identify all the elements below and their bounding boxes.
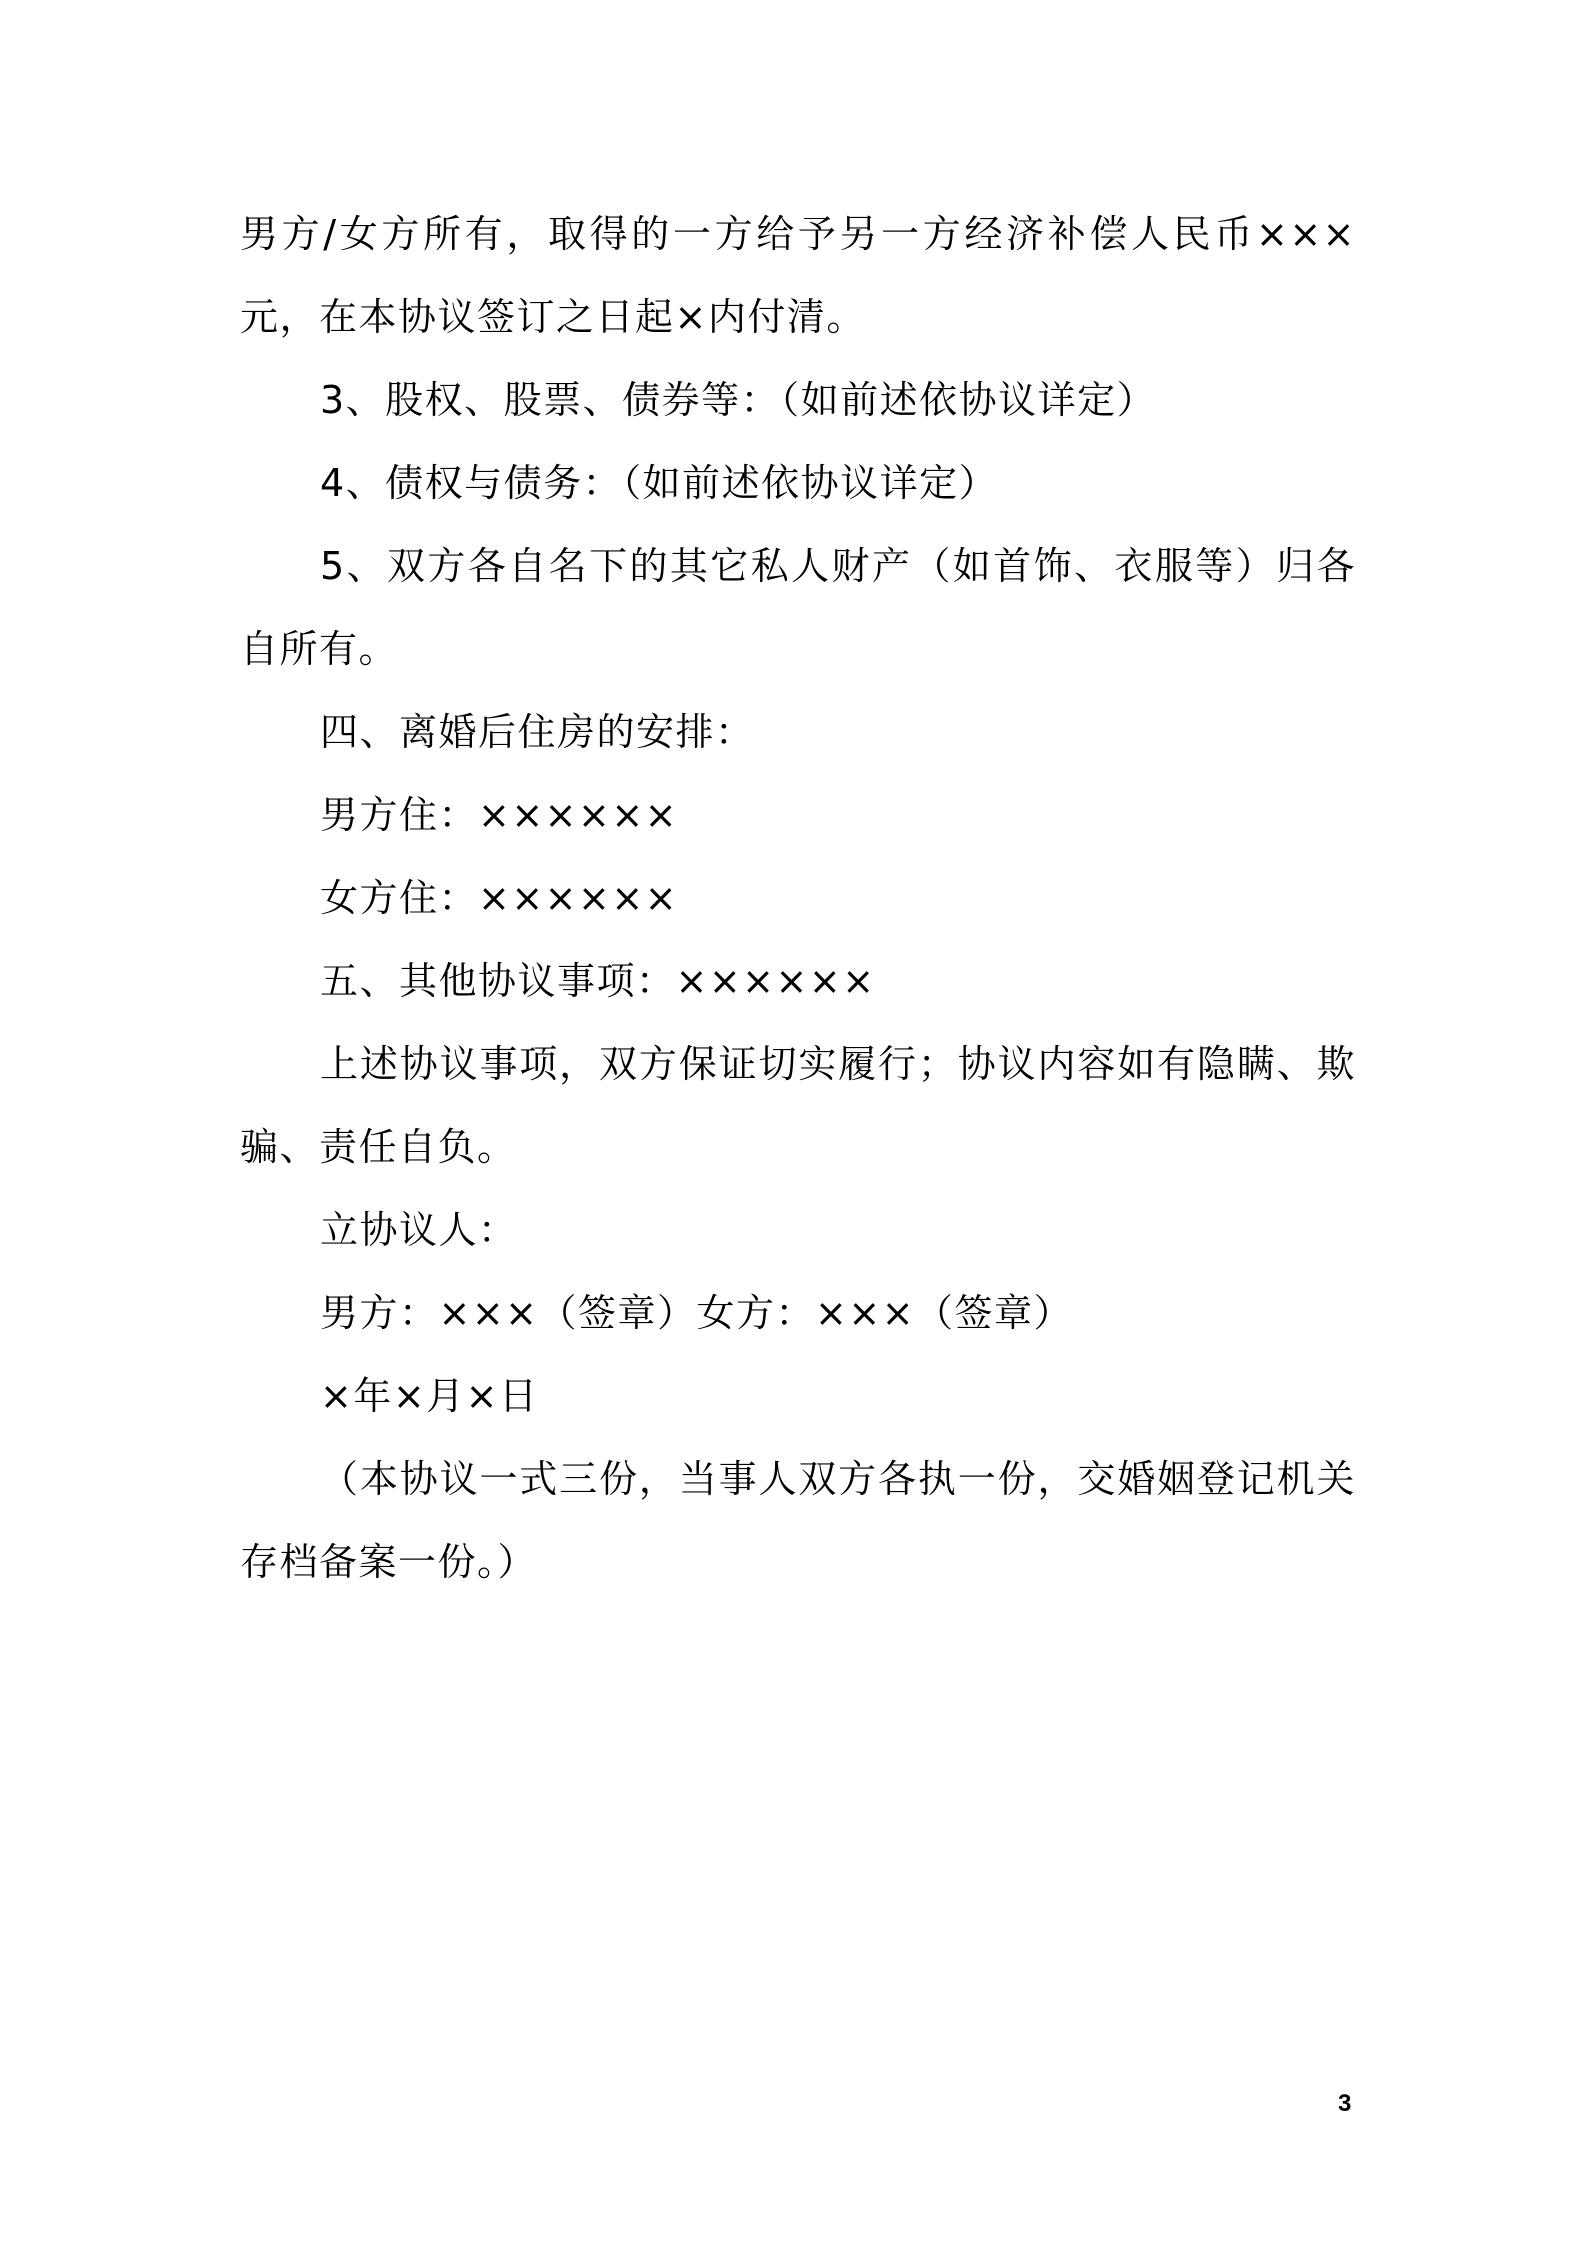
section-heading-other-matters: 五、其他协议事项：×××××× [320,959,876,1003]
paragraph-male-residence: 男方住：×××××× [320,793,679,837]
paragraph-claims-debts: 4、债权与债务：（如前述依协议详定） [320,461,999,505]
paragraph-guarantee: 上述协议事项，双方保证切实履行；协议内容如有隐瞒、欺骗、责任自负。 [240,1042,1356,1169]
section-heading-housing: 四、离婚后住房的安排： [320,710,755,754]
document-body [240,193,1356,1604]
signatories-label: 立协议人： [320,1208,518,1252]
paragraph-equity-stocks-bonds: 3、股权、股票、债券等：（如前述依协议详定） [320,378,1157,422]
paragraph-female-residence: 女方住：×××××× [320,876,679,920]
date-line: ×年×月×日 [320,1374,539,1418]
paragraph-personal-property: 5、双方各自名下的其它私人财产（如首饰、衣服等）归各自所有。 [240,544,1356,671]
paragraph-compensation: 男方/女方所有，取得的一方给予另一方经济补偿人民币×××元，在本协议签订之日起×内付清。 [240,212,1356,339]
signature-line: 男方：×××（签章）女方：×××（签章） [320,1291,1074,1335]
paragraph-copies-note: （本协议一式三份，当事人双方各执一份，交婚姻登记机关存档备案一份。） [240,1457,1356,1584]
page-number: 3 [1338,2090,1352,2117]
